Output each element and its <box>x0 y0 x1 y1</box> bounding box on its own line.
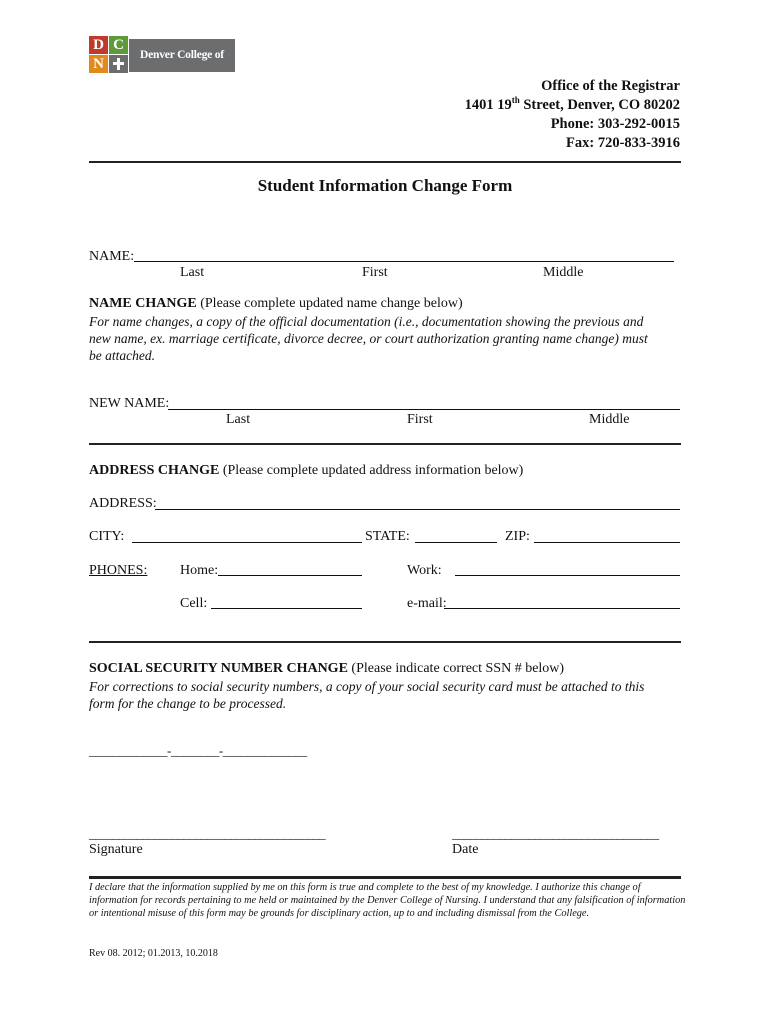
header-divider <box>89 161 681 163</box>
signature-label: Signature <box>89 842 143 857</box>
home-phone-label: Home: <box>180 563 219 578</box>
new-name-label: NEW NAME: <box>89 396 170 411</box>
email-field[interactable] <box>444 608 680 609</box>
logo-letter-c: C <box>109 36 128 54</box>
office-fax: Fax: 720-833-3916 <box>566 135 680 151</box>
college-logo <box>89 36 236 94</box>
office-street: 1401 19th Street, Denver, CO 80202 <box>464 95 680 113</box>
logo-brand-name: Denver College of Nursing <box>129 39 235 72</box>
office-phone: Phone: 303-292-0015 <box>550 116 680 132</box>
address-change-heading: ADDRESS CHANGE (Please complete updated address information below) <box>89 463 524 478</box>
city-label: CITY: <box>89 529 125 544</box>
name-change-instructions: For name changes, a copy of the official documentation (i.e., documentation showing the previous and new name, ex. marriage certificate, divorce decree, or court authorization granting name change) must be attached. <box>89 314 648 363</box>
new-name-field[interactable] <box>168 409 680 410</box>
name-last-caption: Last <box>180 265 205 280</box>
office-title: Office of the Registrar <box>541 78 680 94</box>
new-name-middle-caption: Middle <box>589 412 630 427</box>
logo-cross-icon <box>109 55 128 73</box>
office-address-block <box>465 77 680 153</box>
ssn-change-heading: SOCIAL SECURITY NUMBER CHANGE (Please indicate correct SSN # below) <box>89 661 565 676</box>
new-name-last-caption: Last <box>226 412 251 427</box>
logo-letter-d: D <box>89 36 108 54</box>
revision-note: Rev 08. 2012; 01.2013, 10.2018 <box>89 948 218 959</box>
zip-label: ZIP: <box>505 529 530 544</box>
address-field[interactable] <box>155 509 680 510</box>
name-first-caption: First <box>362 265 388 280</box>
signature-line[interactable]: ________________________________________ <box>89 826 326 841</box>
name-label: NAME: <box>89 249 135 264</box>
cell-phone-field[interactable] <box>211 608 362 609</box>
work-phone-label: Work: <box>407 563 442 578</box>
email-label: e-mail: <box>407 596 447 611</box>
section-divider-2 <box>89 641 681 643</box>
address-label: ADDRESS: <box>89 496 157 511</box>
logo-letter-n: N <box>89 55 108 73</box>
name-middle-caption: Middle <box>543 265 584 280</box>
city-field[interactable] <box>132 542 362 543</box>
form-title: Student Information Change Form <box>257 176 513 195</box>
date-line[interactable]: ___________________________________ <box>452 826 659 841</box>
work-phone-field[interactable] <box>455 575 680 576</box>
declaration-text: I declare that the information supplied by me on this form is true and complete to the best of my knowledge. I authorize this change of information for records pertaining to me held or maintained by the Denver College of Nursing. I understand that any falsification of information or intentional misuse of this form may be grounds for disciplinary action, up to and including dismissal from the College. <box>89 882 686 919</box>
ssn-field[interactable]: _____________-________-______________ <box>89 743 307 758</box>
cell-phone-label: Cell: <box>180 596 208 611</box>
zip-field[interactable] <box>534 542 680 543</box>
phones-label: PHONES: <box>89 563 148 578</box>
name-change-heading: NAME CHANGE (Please complete updated name change below) <box>89 296 463 311</box>
name-field[interactable] <box>134 261 674 262</box>
new-name-first-caption: First <box>407 412 433 427</box>
date-label: Date <box>452 842 479 857</box>
declaration-divider <box>89 876 681 879</box>
home-phone-field[interactable] <box>218 575 362 576</box>
ssn-change-instructions: For corrections to social security numbers, a copy of your social security card must be attached to this form for the change to be processed. <box>89 679 645 711</box>
section-divider-1 <box>89 443 681 445</box>
state-label: STATE: <box>365 529 410 544</box>
state-field[interactable] <box>415 542 497 543</box>
